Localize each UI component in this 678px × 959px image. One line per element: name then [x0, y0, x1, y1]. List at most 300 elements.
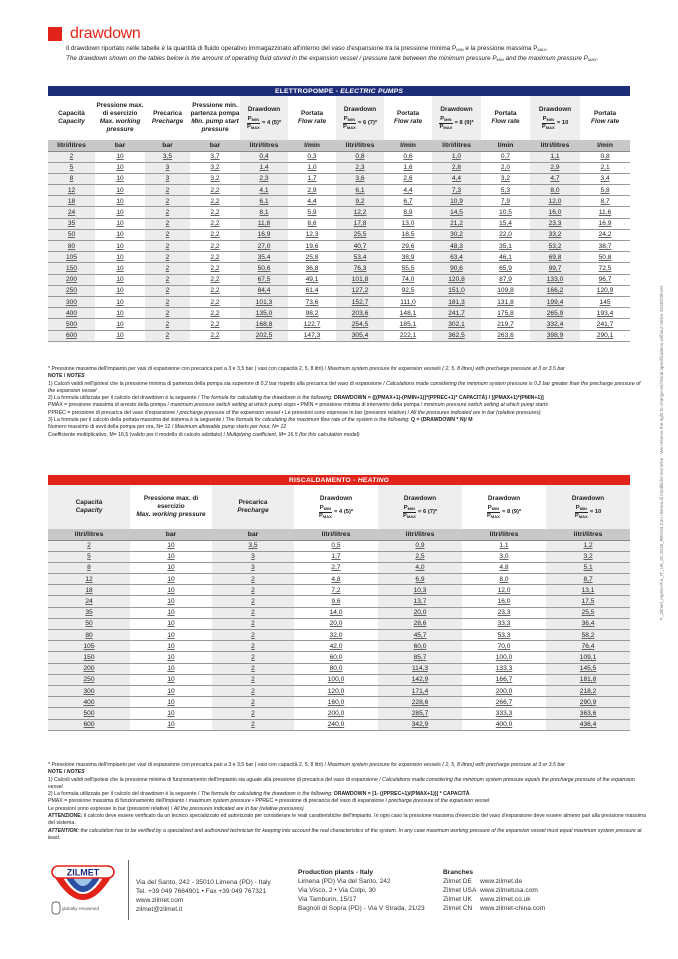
table-cell: 92,5: [384, 285, 432, 296]
ratio-fraction: [439, 116, 452, 131]
table-cell: 2: [212, 652, 294, 663]
table-cell: 10: [130, 697, 212, 708]
table-cell: 135,0: [240, 308, 288, 319]
branch-item: [443, 886, 545, 895]
table-cell: 2: [212, 574, 294, 585]
table-cell: 3: [145, 162, 190, 173]
table-cell: 2,2: [190, 252, 240, 263]
table-cell: 10: [130, 585, 212, 596]
table-cell: 80,0: [294, 663, 378, 674]
ratio-numerator: $P_{MIN}$: [440, 115, 452, 122]
table-cell: 2,2: [190, 319, 240, 330]
table-row: [48, 674, 630, 685]
ratio-value: = 10: [556, 120, 569, 126]
table-cell: 2: [145, 185, 190, 196]
table-cell: 250: [48, 674, 130, 685]
heating-table: [48, 475, 630, 731]
column-header-en: Flow rate: [491, 118, 520, 125]
table-cell: 600: [48, 719, 130, 730]
unit-cell: litri/litres: [378, 529, 462, 540]
address-line: Tel. +39 049 7664901 • Fax +39 049 767321: [136, 888, 267, 895]
table-cell: 6,1: [240, 196, 288, 207]
table-cell: 10: [95, 151, 145, 162]
table-cell: 2: [212, 719, 294, 730]
table-cell: 2,7: [294, 562, 378, 573]
table-cell: 302,1: [432, 319, 481, 330]
branch-url-link[interactable]: www.zilmetusa.com: [480, 887, 538, 894]
table-cell: 24,2: [580, 229, 630, 240]
table-cell: 21,2: [432, 218, 481, 229]
table-row: [48, 618, 630, 629]
table-cell: 0,7: [481, 151, 530, 162]
table-cell: 10: [130, 685, 212, 696]
table-row: [48, 173, 630, 184]
ratio-value: = 8 (9)*: [502, 509, 522, 515]
column-headers: [48, 485, 630, 529]
logo-wordmark: ZILMET: [66, 867, 100, 878]
table-cell: 2,2: [190, 274, 240, 285]
table-cell: 17,5: [546, 596, 630, 607]
table-cell: 101,8: [336, 274, 384, 285]
table-row: [48, 285, 630, 296]
ratio-numerator: $P_{MIN}$: [575, 504, 587, 511]
table-cell: 0,5: [294, 540, 378, 551]
table-cell: 2,2: [190, 229, 240, 240]
table-cell: 45,7: [378, 630, 462, 641]
table-cell: 46,1: [481, 252, 530, 263]
table-cell: 42,0: [294, 641, 378, 652]
table-cell: 12,0: [462, 585, 546, 596]
table-cell: 185,1: [384, 319, 432, 330]
table-cell: 109,8: [481, 285, 530, 296]
table-cell: 3,6: [336, 173, 384, 184]
table-cell: 1,1: [530, 151, 580, 162]
ratio-denominator: $P_{MAX}$: [343, 123, 356, 130]
table-cell: 2,1: [580, 162, 630, 173]
unit-cell: litri/litres: [48, 140, 95, 151]
unit-cell: litri/litres: [546, 529, 630, 540]
table-cell: 2: [145, 196, 190, 207]
table-cell: 5,8: [580, 185, 630, 196]
table-cell: 2,2: [190, 207, 240, 218]
attention-en: ATTENTION: the calculation has to be verified by a specialized and authorized technician for keeping into account the real characteristics of the system. In any case maximum working pressure of the expansion vessel must equal maximum system pressure at least.: [48, 827, 642, 841]
table-cell: 181,8: [546, 674, 630, 685]
column-header: [462, 485, 546, 529]
table-cell: 2,2: [190, 296, 240, 307]
table-cell: 10: [130, 652, 212, 663]
ratio-numerator: $P_{MIN}$: [319, 504, 332, 511]
table-cell: 1,0: [432, 151, 481, 162]
table-cell: 2,3: [336, 162, 384, 173]
table-cell: 5,9: [288, 207, 336, 218]
table-cell: 10,3: [378, 585, 462, 596]
table-cell: 12,2: [336, 207, 384, 218]
table-cell: 58,2: [546, 630, 630, 641]
table-cell: 76,3: [336, 263, 384, 274]
column-header: [384, 96, 432, 140]
table-cell: 2,6: [384, 173, 432, 184]
plant-line: Via Visco, 2 • Via Colpi, 30: [298, 887, 376, 894]
table-cell: 2: [145, 308, 190, 319]
table-row: [48, 652, 630, 663]
ratio-value: = 6 (7)*: [358, 120, 378, 126]
ratio-denominator: $P_{MAX}$: [319, 512, 332, 519]
table-cell: 10: [130, 674, 212, 685]
unit-cell: bar: [145, 140, 190, 151]
table-cell: 7,9: [481, 196, 530, 207]
pressure-ratio: [439, 116, 473, 131]
email-link[interactable]: zilmet@zilmet.it: [136, 906, 183, 913]
plant-line: Limena (PD) Via del Santo, 242: [298, 878, 391, 885]
table-cell: 3,2: [190, 162, 240, 173]
table-cell: 10: [130, 719, 212, 730]
table-cell: 150: [48, 263, 95, 274]
unit-cell: bar: [212, 529, 294, 540]
table-cell: 12: [48, 574, 130, 585]
table-row: [48, 296, 630, 307]
table-cell: 133,3: [462, 663, 546, 674]
table-cell: 114,3: [378, 663, 462, 674]
ratio-fraction: [343, 116, 356, 131]
column-header-en: Max. working pressure: [99, 118, 141, 133]
table-cell: 23,3: [530, 218, 580, 229]
column-header: [130, 485, 212, 529]
table-cell: 49,1: [288, 274, 336, 285]
table-cell: 14,0: [294, 607, 378, 618]
table-row: [48, 218, 630, 229]
table-cell: 2: [145, 252, 190, 263]
table-band: [48, 475, 630, 485]
table-cell: 3,2: [481, 173, 530, 184]
table-cell: 8,0: [530, 185, 580, 196]
table-cell: 3,7: [190, 151, 240, 162]
table-cell: 10: [95, 207, 145, 218]
table-row: [48, 551, 630, 562]
table-cell: 4,1: [240, 185, 288, 196]
intro-italian: Il drawdown riportato nelle tabelle è la quantità di fluido operativo immagazzinato all'interno del vaso d'espansione tra la pressione minima $P_{MIN}$ e la pressione massima $P_{MAX}$.: [66, 45, 548, 52]
table-cell: 85,7: [378, 652, 462, 663]
branch-url-link[interactable]: www.zilmet.co.uk: [480, 896, 531, 903]
table-cell: 290,1: [580, 330, 630, 341]
column-header: [580, 96, 630, 140]
table-cell: 398,9: [530, 330, 580, 341]
table-cell: 8: [48, 173, 95, 184]
table-cell: 142,9: [378, 674, 462, 685]
table-cell: 50: [48, 618, 130, 629]
table-cell: 10: [130, 551, 212, 562]
table-cell: 109,1: [546, 652, 630, 663]
table-cell: 1,1: [462, 540, 546, 551]
table-cell: 35,1: [481, 241, 530, 252]
table-cell: 98,2: [288, 308, 336, 319]
table-cell: 2: [145, 229, 190, 240]
table-cell: 0,8: [580, 151, 630, 162]
table-cell: 285,7: [378, 708, 462, 719]
ratio-numerator: $P_{MIN}$: [542, 115, 554, 122]
pressure-ratio: [542, 116, 569, 131]
table-cell: 60,0: [294, 652, 378, 663]
table-cell: 2: [212, 663, 294, 674]
table-cell: 14,5: [432, 207, 481, 218]
table-cell: 362,5: [432, 330, 481, 341]
table-cell: 500: [48, 708, 130, 719]
table-cell: 250: [48, 285, 95, 296]
table-row: [48, 641, 630, 652]
table-cell: 18,5: [384, 229, 432, 240]
table-cell: 8,6: [288, 218, 336, 229]
table-cell: 10: [95, 330, 145, 341]
table-cell: 145,5: [546, 663, 630, 674]
table-cell: 16,9: [240, 229, 288, 240]
table-cell: 500: [48, 319, 95, 330]
table-cell: 3,2: [546, 551, 630, 562]
table-row: [48, 151, 630, 162]
table-cell: 168,8: [240, 319, 288, 330]
table-cell: 2,2: [190, 185, 240, 196]
column-header-en: Precharge: [151, 118, 184, 125]
column-header-it: Precarica: [153, 110, 182, 117]
column-header-it: Capacità: [58, 110, 85, 117]
table-cell: 263,6: [481, 330, 530, 341]
table-cell: 2,2: [190, 263, 240, 274]
table-cell: 342,9: [378, 719, 462, 730]
table-cell: 436,4: [546, 719, 630, 730]
table-row: [48, 708, 630, 719]
table-body: [48, 151, 630, 341]
column-header-it: Capacità: [75, 499, 103, 506]
table-cell: 72,5: [580, 263, 630, 274]
table-cell: 266,7: [462, 697, 546, 708]
table-cell: 200: [48, 274, 95, 285]
table-cell: 2: [212, 641, 294, 652]
table-band: [48, 86, 630, 96]
table-cell: 2: [212, 674, 294, 685]
table-row: [48, 241, 630, 252]
table-cell: 38,9: [384, 252, 432, 263]
table-cell: 241,7: [432, 308, 481, 319]
plants-title: Production plants - Italy: [298, 869, 374, 876]
table-cell: 10: [95, 218, 145, 229]
table-cell: 50,6: [240, 263, 288, 274]
table-cell: 10: [130, 562, 212, 573]
branch-name: Zilmet CN: [443, 905, 473, 912]
table-cell: 241,7: [580, 319, 630, 330]
column-header-en: Capacity: [75, 507, 103, 514]
ratio-denominator: $P_{MAX}$: [247, 123, 260, 130]
table-cell: 23,3: [462, 607, 546, 618]
table-cell: 2,2: [190, 218, 240, 229]
table-cell: 87,9: [481, 274, 530, 285]
table-cell: 11,6: [580, 207, 630, 218]
table-cell: 2,0: [481, 162, 530, 173]
table-cell: 1,4: [240, 162, 288, 173]
branch-url-link[interactable]: www.zilmet-china.com: [480, 905, 546, 912]
table-cell: 20,0: [378, 607, 462, 618]
table-cell: 10: [130, 607, 212, 618]
website-link[interactable]: www.zilmet.com: [136, 897, 184, 904]
table-row: [48, 630, 630, 641]
table-cell: 48,3: [432, 241, 481, 252]
table-cell: 73,6: [288, 296, 336, 307]
ratio-value: = 4 (5)*: [262, 120, 282, 126]
table-cell: 15,4: [481, 218, 530, 229]
table-cell: 76,4: [546, 641, 630, 652]
table-cell: 18: [48, 585, 130, 596]
table-row: [48, 308, 630, 319]
table-cell: 10: [130, 708, 212, 719]
branch-url-link[interactable]: www.zilmet.de: [480, 878, 523, 885]
plant-line: Via Tamburin, 15/17: [298, 896, 357, 903]
table-cell: 127,2: [336, 285, 384, 296]
note-1: 1) Calcoli validi nell'ipotesi che la pressione minima di funzionamento dell'impianto sia uguale alla pressione di precarica del vaso di espansione / Calculations made considering the minimum system pressure equals the precharge pressure of the expansion vessel: [48, 776, 635, 790]
unit-cell: litri/litres: [432, 140, 481, 151]
branch-name: Zilmet USA: [443, 887, 477, 894]
table-cell: 35: [48, 218, 95, 229]
title-marker-icon: [48, 27, 62, 41]
table-row: [48, 607, 630, 618]
table-cell: 10: [130, 663, 212, 674]
table-cell: 74,0: [384, 274, 432, 285]
table-cell: 16,0: [462, 596, 546, 607]
company-address: [136, 878, 271, 914]
table-cell: 363,6: [546, 708, 630, 719]
footer: [48, 860, 648, 920]
column-header: [145, 96, 190, 140]
table-cell: 33,2: [530, 229, 580, 240]
table-cell: 22,0: [481, 229, 530, 240]
unit-cell: l/min: [288, 140, 336, 151]
table-cell: 400: [48, 308, 95, 319]
table-cell: 131,8: [481, 296, 530, 307]
intro-english: The drawdown shown on the tables below is the amount of operating fluid stored in the expansion vessel / pressure tank between the minimum pressure $P_{MIN}$ and the maximum pressure $P_{MAX}$.: [66, 55, 599, 62]
table-row: [48, 196, 630, 207]
table-cell: 2: [212, 708, 294, 719]
table-cell: 6,7: [384, 196, 432, 207]
column-header-it: Drawdown: [319, 494, 353, 502]
table-cell: 35: [48, 607, 130, 618]
table-cell: 203,6: [336, 308, 384, 319]
table-cell: 4,8: [462, 562, 546, 573]
table-cell: 2,5: [378, 551, 462, 562]
table-cell: 2: [212, 607, 294, 618]
table-cell: 5,1: [546, 562, 630, 573]
table-cell: 65,9: [481, 263, 530, 274]
column-header-it: Portata: [494, 110, 517, 117]
table-cell: 600: [48, 330, 95, 341]
column-header-it: Portata: [300, 110, 324, 117]
column-header-it: Drawdown: [403, 494, 437, 502]
table-cell: 400: [48, 697, 130, 708]
table-cell: 3: [212, 562, 294, 573]
table-cell: 228,6: [378, 697, 462, 708]
note-2-legend-b: PPREC = pressione di precarica del vaso d'espansione / precharge pressure of the expansion vessel • Le pressioni sono espresse in bar (pressioni relative) / All the pressures indicated are in bar (relative pressures): [48, 409, 541, 416]
table-cell: 5: [48, 551, 130, 562]
ratio-fraction: [247, 116, 260, 131]
note-2: 2) La formula utilizzata per il calcolo del drawdown è la seguente / The formula for calculating the drawdown is the following: DRAWDOWN = [1- ((PPREC+1)/(PMAX+1))] * CAPACITÀ: [48, 791, 470, 798]
table-cell: 24: [48, 207, 95, 218]
table-cell: 2: [145, 319, 190, 330]
table-cell: 7,3: [432, 185, 481, 196]
column-header: [378, 485, 462, 529]
unit-cell: bar: [190, 140, 240, 151]
unit-cell: litri/litres: [48, 529, 130, 540]
table-cell: 254,5: [336, 319, 384, 330]
heating-notes: [48, 762, 648, 842]
ratio-denominator: $P_{MAX}$: [574, 512, 588, 519]
table-row: [48, 252, 630, 263]
table-cell: 0,8: [336, 151, 384, 162]
column-header-it: Portata: [594, 110, 617, 117]
ratio-fraction: [542, 116, 555, 131]
table-cell: 16,0: [530, 207, 580, 218]
table-cell: 199,4: [530, 296, 580, 307]
pressure-ratio: [247, 116, 281, 131]
electric-pumps-notes: [48, 366, 648, 439]
note-star: * Pressione massima dell'impianto per vasi di espansione con precarica pari a 3 e 3,5 bar ( vasi con capacità 2, 5, 8 litri) / Maximum system pressure for expansion vessels ( 2, 5, 8 litres) with precharge pressure at 3 or 3.5 bar: [48, 366, 565, 372]
table-cell: 8,7: [580, 196, 630, 207]
table-cell: 36,8: [288, 263, 336, 274]
column-header: [190, 96, 240, 140]
table-cell: 19,6: [288, 241, 336, 252]
intro-text: [66, 44, 641, 64]
table-cell: 18: [48, 196, 95, 207]
column-header-en: Capacity: [58, 118, 85, 125]
table-row: [48, 562, 630, 573]
table-cell: 10: [95, 196, 145, 207]
table-cell: 166,7: [462, 674, 546, 685]
table-cell: 1,7: [294, 551, 378, 562]
branches: [443, 868, 545, 913]
table-cell: 3,4: [580, 173, 630, 184]
table-cell: 67,5: [240, 274, 288, 285]
branches-title: Branches: [443, 869, 474, 876]
table-cell: 35,4: [240, 252, 288, 263]
table-cell: 10: [130, 641, 212, 652]
table-cell: 300: [48, 685, 130, 696]
table-cell: 61,4: [288, 285, 336, 296]
table-cell: 2: [212, 618, 294, 629]
table-cell: 3: [212, 551, 294, 562]
note-5: Coefficiente moltiplicativo, M= 16,5 (valido per il modello di calcolo adottato) / Multiplying coefficient, M= 16.5 (for this calculation model): [48, 431, 360, 438]
note-1: 1) Calcoli validi nell'ipotesi che la pressione minima di partenza della pompa sia superiore di 0,2 bar rispetto alla precarica del vaso di espansione / Calculations made considering the minimum system pressure is 0.2 bar greater than the precharge pressure of the expansion vessel: [48, 380, 641, 394]
table-cell: 27,0: [240, 241, 288, 252]
table-cell: 240,0: [294, 719, 378, 730]
table-row: [48, 685, 630, 696]
table-cell: 218,2: [546, 685, 630, 696]
table-cell: 33,3: [462, 618, 546, 629]
unit-cell: l/min: [580, 140, 630, 151]
table-cell: 105: [48, 252, 95, 263]
table-cell: 10: [95, 229, 145, 240]
column-header-it: Pressione max. di esercizio: [96, 102, 144, 117]
table-cell: 2,2: [190, 308, 240, 319]
table-cell: 80: [48, 241, 95, 252]
unit-cell: l/min: [384, 140, 432, 151]
table-cell: 24: [48, 596, 130, 607]
table-cell: 13,1: [546, 585, 630, 596]
ratio-value: = 6 (7)*: [418, 509, 438, 515]
table-cell: 171,4: [378, 685, 462, 696]
table-cell: 2: [145, 241, 190, 252]
table-cell: 36,4: [546, 618, 630, 629]
column-header: [336, 96, 384, 140]
table-cell: 2,2: [190, 241, 240, 252]
table-cell: 100,0: [294, 674, 378, 685]
table-cell: 53,3: [462, 630, 546, 641]
unit-cell: litri/litres: [336, 140, 384, 151]
column-header-it: Drawdown: [487, 494, 521, 502]
table-cell: 8,7: [546, 574, 630, 585]
